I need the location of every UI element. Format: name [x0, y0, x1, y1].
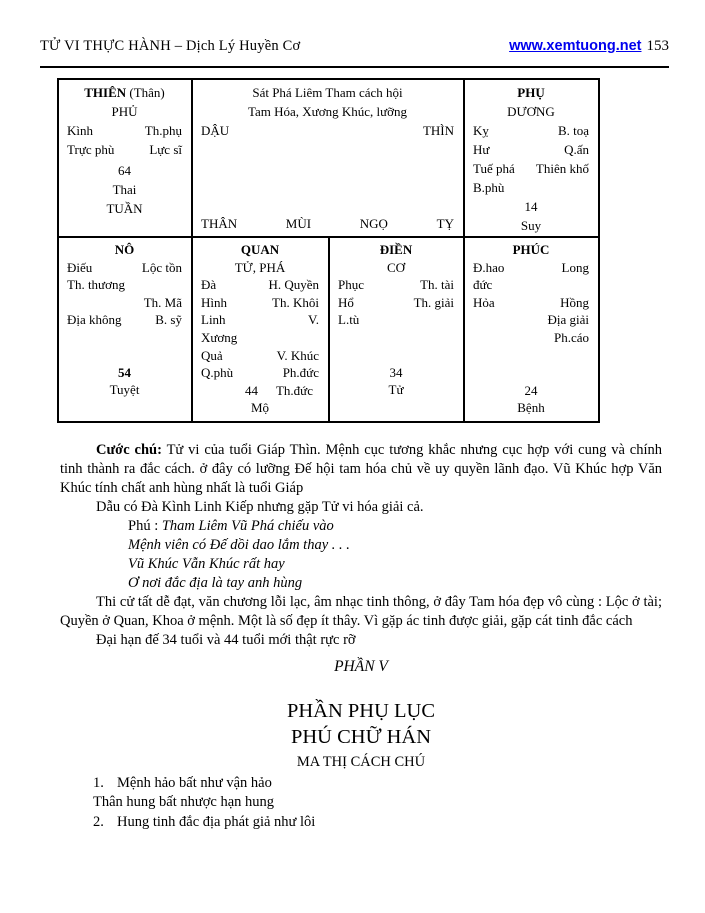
palace-name: ĐIỀN — [379, 242, 413, 257]
cell-footer — [338, 364, 454, 399]
paragraph-lead: Cước chú: — [96, 442, 162, 458]
star-label: Th. giải — [413, 294, 454, 310]
branch-label: THÂN — [201, 216, 238, 231]
star-label: Th. Mã — [143, 294, 182, 310]
star-label: Q.phù — [201, 365, 234, 381]
cell-footer — [67, 364, 182, 399]
center-note-line: Sát Phá Liêm Tham cách hội — [252, 85, 403, 100]
star-label: Ph.cáo — [553, 329, 589, 345]
palace-name: PHÚC — [512, 242, 550, 257]
life-stage: Bệnh — [517, 400, 545, 416]
appendix-title: PHẦN PHỤ LỤC — [286, 700, 436, 722]
header-right — [509, 38, 669, 55]
page-header — [40, 38, 669, 68]
branch-label: NGỌ — [359, 216, 388, 231]
star-label: Lực sĩ — [149, 142, 182, 157]
star-label: Th. thương — [67, 277, 125, 293]
cell-footer — [473, 382, 589, 417]
star-label: Hồng — [560, 294, 589, 310]
branch-label: THÌN — [422, 123, 454, 138]
paragraph-cuoc-chu — [60, 441, 662, 498]
main-star: DƯƠNG — [507, 104, 555, 119]
list-item — [93, 793, 662, 812]
star-label: Xương — [201, 329, 238, 345]
palace-cell-thien — [59, 80, 193, 236]
palace-name: QUAN — [240, 242, 280, 257]
palace-cell-no — [59, 238, 193, 421]
list-text: Hung tinh đắc địa phát giả như lôi — [117, 813, 316, 830]
chart-center-cell — [193, 80, 465, 236]
page-number: 153 — [646, 38, 669, 54]
star-pair — [338, 294, 454, 312]
list-number: 2. — [93, 813, 104, 830]
life-stage: TUẦN — [106, 201, 143, 216]
list-number: 1. — [93, 775, 104, 791]
star-label: Kỵ — [473, 123, 489, 138]
star-label: Phục — [338, 277, 364, 293]
palace-name: NÔ — [114, 242, 135, 257]
star-label: đức — [473, 277, 493, 293]
branch-label: DẬU — [201, 123, 230, 138]
list-text: Mệnh hảo bất như vận hảo — [117, 775, 272, 791]
age-number: 54 — [118, 364, 131, 380]
star-label: Quả — [201, 347, 223, 363]
star-label: V. — [308, 312, 319, 328]
star-label: V. Khúc — [276, 347, 319, 363]
branch-label: MÙI — [285, 216, 312, 231]
book-title: TỬ VI THỰC HÀNH – Dịch Lý Huyền Cơ — [40, 38, 301, 54]
star-label: Hình — [201, 294, 227, 310]
appendix-subheading: MA THỊ CÁCH CHÚ — [296, 754, 426, 770]
star-label: Trực phù — [67, 142, 115, 157]
star-pair — [473, 329, 589, 347]
star-pair — [338, 311, 454, 329]
star-label: B.phù — [473, 180, 505, 195]
star-label: B. toạ — [557, 123, 589, 138]
life-stage: Mộ — [250, 400, 270, 416]
star-label: Linh — [201, 312, 226, 328]
palace-note: (Thân) — [129, 85, 165, 100]
star-pair — [67, 276, 182, 294]
star-pair — [473, 311, 589, 329]
star-pair — [338, 276, 454, 294]
star-label: Ph.đức — [282, 365, 319, 381]
paragraph-dau-co: Dẫu có Đà Kình Linh Kiếp nhưng gặp Tử vi hóa giải cả. — [96, 499, 424, 515]
star-label: Hổ — [338, 294, 354, 310]
age-number: 24 — [524, 382, 538, 398]
palace-cell-quan — [193, 238, 330, 421]
star-pair — [473, 276, 589, 294]
age-number: 14 — [524, 199, 538, 214]
palace-name: THIÊN — [84, 85, 127, 100]
verse-line — [60, 517, 662, 536]
star-pair — [201, 276, 319, 294]
age-number: 64 — [118, 163, 131, 178]
age-row — [201, 382, 319, 400]
star-pair — [473, 140, 589, 159]
part-heading: PHẦN V — [334, 658, 388, 675]
star-pair — [201, 311, 319, 329]
star-pair — [473, 121, 589, 140]
star-label: B. sỹ — [155, 312, 182, 328]
life-stage: Suy — [520, 218, 542, 233]
verse-label: Phú : — [128, 518, 162, 534]
palace-cell-phuc — [465, 238, 598, 421]
star-label: Long — [561, 259, 589, 275]
star-label: Điếu — [67, 259, 93, 275]
verse-line: Ơ nơi đắc địa là tay anh hùng — [128, 575, 303, 591]
age-number: 34 — [389, 364, 403, 380]
star-pair — [473, 294, 589, 312]
star-label: Thiên khố — [535, 161, 589, 176]
star-pair — [473, 178, 589, 197]
verse-text: Tham Liêm Vũ Phá chiếu vào — [161, 518, 334, 534]
star-label: Hư — [473, 142, 490, 157]
age-number: 44 — [244, 382, 258, 398]
website-link[interactable]: www.xemtuong.net — [509, 38, 642, 54]
cell-footer — [67, 161, 182, 218]
star-pair — [473, 259, 589, 277]
star-label: Lộc tồn — [141, 259, 182, 275]
paragraph-dai-han: Đại hạn đế 34 tuổi và 44 tuổi mới thật rực rỡ — [96, 632, 356, 648]
paragraph-text: Tử vi của tuổi Giáp Thìn. Mệnh cục tương khắc nhưng cục hợp với cung và chính tinh thành ra đắc cách. ở đây có lưỡng Đế hội tam hóa chủ về uy quyền lãnh đạo. Vũ Khúc hợp Văn Khúc tính chất anh hùng nhất là tuổi Giáp — [60, 442, 663, 496]
star-label: Kình — [67, 123, 93, 138]
star-pair — [201, 294, 319, 312]
life-stage: Thai — [112, 182, 137, 197]
commentary-section — [60, 441, 662, 832]
star-pair — [67, 140, 182, 159]
chart-top-row — [59, 80, 598, 238]
star-label: Đ.hao — [473, 259, 505, 275]
list-item — [93, 813, 662, 832]
palace-cell-dien — [330, 238, 465, 421]
horoscope-chart — [57, 78, 600, 423]
main-star: CƠ — [386, 259, 406, 275]
chart-bottom-row — [59, 238, 598, 421]
appendix-subtitle-han: PHÚ CHỮ HÁN — [290, 726, 432, 748]
star-pair — [201, 329, 319, 347]
star-pair — [201, 347, 319, 365]
list-item — [93, 774, 662, 793]
star-label: Th. tài — [420, 277, 454, 293]
center-note-line: Tam Hóa, Xương Khúc, lưỡng — [247, 104, 408, 119]
star-label: Đà — [201, 277, 217, 293]
star-label: H. Quyền — [268, 277, 319, 293]
life-stage: Tử — [388, 382, 404, 398]
star-label: L.tù — [338, 312, 360, 328]
list-text: Thân hung bất nhược hạn hung — [93, 794, 275, 811]
star-pair — [473, 159, 589, 178]
star-pair — [67, 311, 182, 329]
star-label: Hỏa — [473, 294, 495, 310]
branch-row — [201, 214, 454, 233]
palace-name: PHỤ — [517, 85, 545, 100]
main-star: TỬ, PHÁ — [234, 259, 286, 275]
palace-title — [67, 83, 182, 102]
star-pair — [67, 259, 182, 277]
main-star: PHỦ — [111, 104, 138, 119]
han-verse-list — [60, 774, 662, 832]
verse-line: Vũ Khúc Vẫn Khúc rất hay — [128, 556, 285, 572]
palace-cell-phu — [465, 80, 598, 236]
star-label: Địa giải — [547, 312, 589, 328]
branch-label: TỴ — [436, 216, 454, 231]
star-pair — [67, 294, 182, 312]
branch-pair — [201, 121, 454, 140]
star-label: Địa không — [67, 312, 122, 328]
star-pair — [201, 364, 319, 382]
star-label: Th.đức — [275, 382, 313, 398]
star-label: Tuế phá — [473, 161, 515, 176]
star-label: Th.phụ — [144, 123, 182, 138]
life-stage: Tuyệt — [109, 382, 140, 398]
star-label: Th. Khôi — [272, 294, 319, 310]
verse-line: Mệnh viên có Đế dồi dao lắm thay . . . — [128, 537, 350, 553]
star-label: Q.ấn — [564, 142, 589, 157]
star-pair — [67, 121, 182, 140]
paragraph-thi-cu: Thi cử tất dễ đạt, văn chương lỗi lạc, âm nhạc tinh thông, ở đây Tam hóa đẹp vô cùng : Lộc ở tài; Quyền ở Quan, Khoa ở mệnh. Một là số đẹp ít thây. Vì gặp ác tinh được giải, gặp cát tinh đắc cách — [60, 594, 662, 629]
